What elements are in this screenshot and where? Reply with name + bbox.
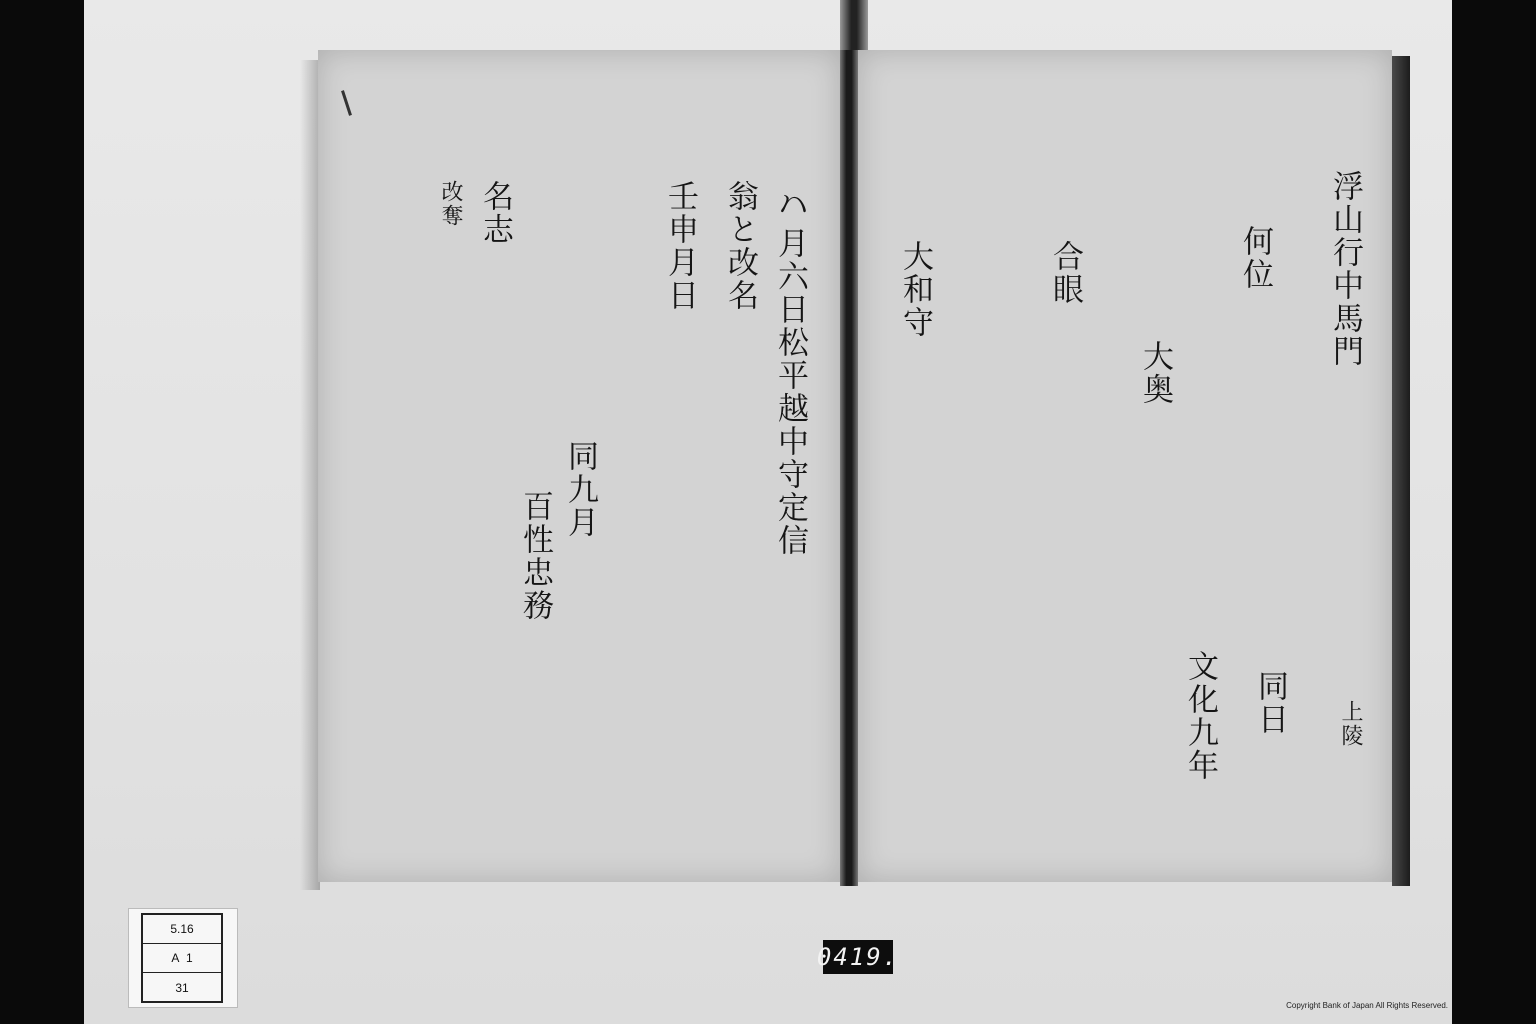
manuscript-line: 翁と改名 (722, 180, 758, 312)
manuscript-line: 浮山行中馬門 (1327, 170, 1363, 368)
page-shadow (300, 60, 320, 890)
manuscript-line: 改奪 (438, 180, 463, 228)
book-spine (840, 50, 858, 886)
label-row-number: 31 (175, 981, 189, 995)
manuscript-line: 大奥 (1137, 340, 1173, 406)
archive-label-card (128, 908, 238, 1008)
manuscript-line: 何位 (1237, 225, 1273, 291)
frame-number: 0419. (823, 940, 893, 974)
manuscript-line: 百性忠務 (517, 490, 553, 622)
manuscript-line: 上陵 (1338, 700, 1363, 748)
binding-gap (840, 0, 868, 50)
left-page (318, 50, 840, 882)
archive-label-table (141, 913, 223, 1003)
manuscript-line: 大和守 (897, 240, 933, 339)
manuscript-line: 𛂞月六日松平越中守定信 (772, 180, 808, 557)
book-cover-edge (1392, 56, 1410, 886)
right-page (858, 50, 1392, 882)
label-row-series: A 1 (143, 944, 221, 973)
manuscript-line: 同九月 (562, 440, 598, 539)
manuscript-line: 合眼 (1047, 240, 1083, 306)
manuscript-line: 同日 (1252, 670, 1288, 736)
label-row-code: 5.16 (143, 915, 221, 944)
ink-mark (341, 90, 352, 116)
manuscript-line: 名志 (477, 180, 513, 246)
manuscript-line: 壬申月日 (662, 180, 698, 312)
copyright-notice: Copyright Bank of Japan All Rights Reserved. (1286, 1001, 1448, 1010)
manuscript-line: 文化九年 (1182, 650, 1218, 782)
